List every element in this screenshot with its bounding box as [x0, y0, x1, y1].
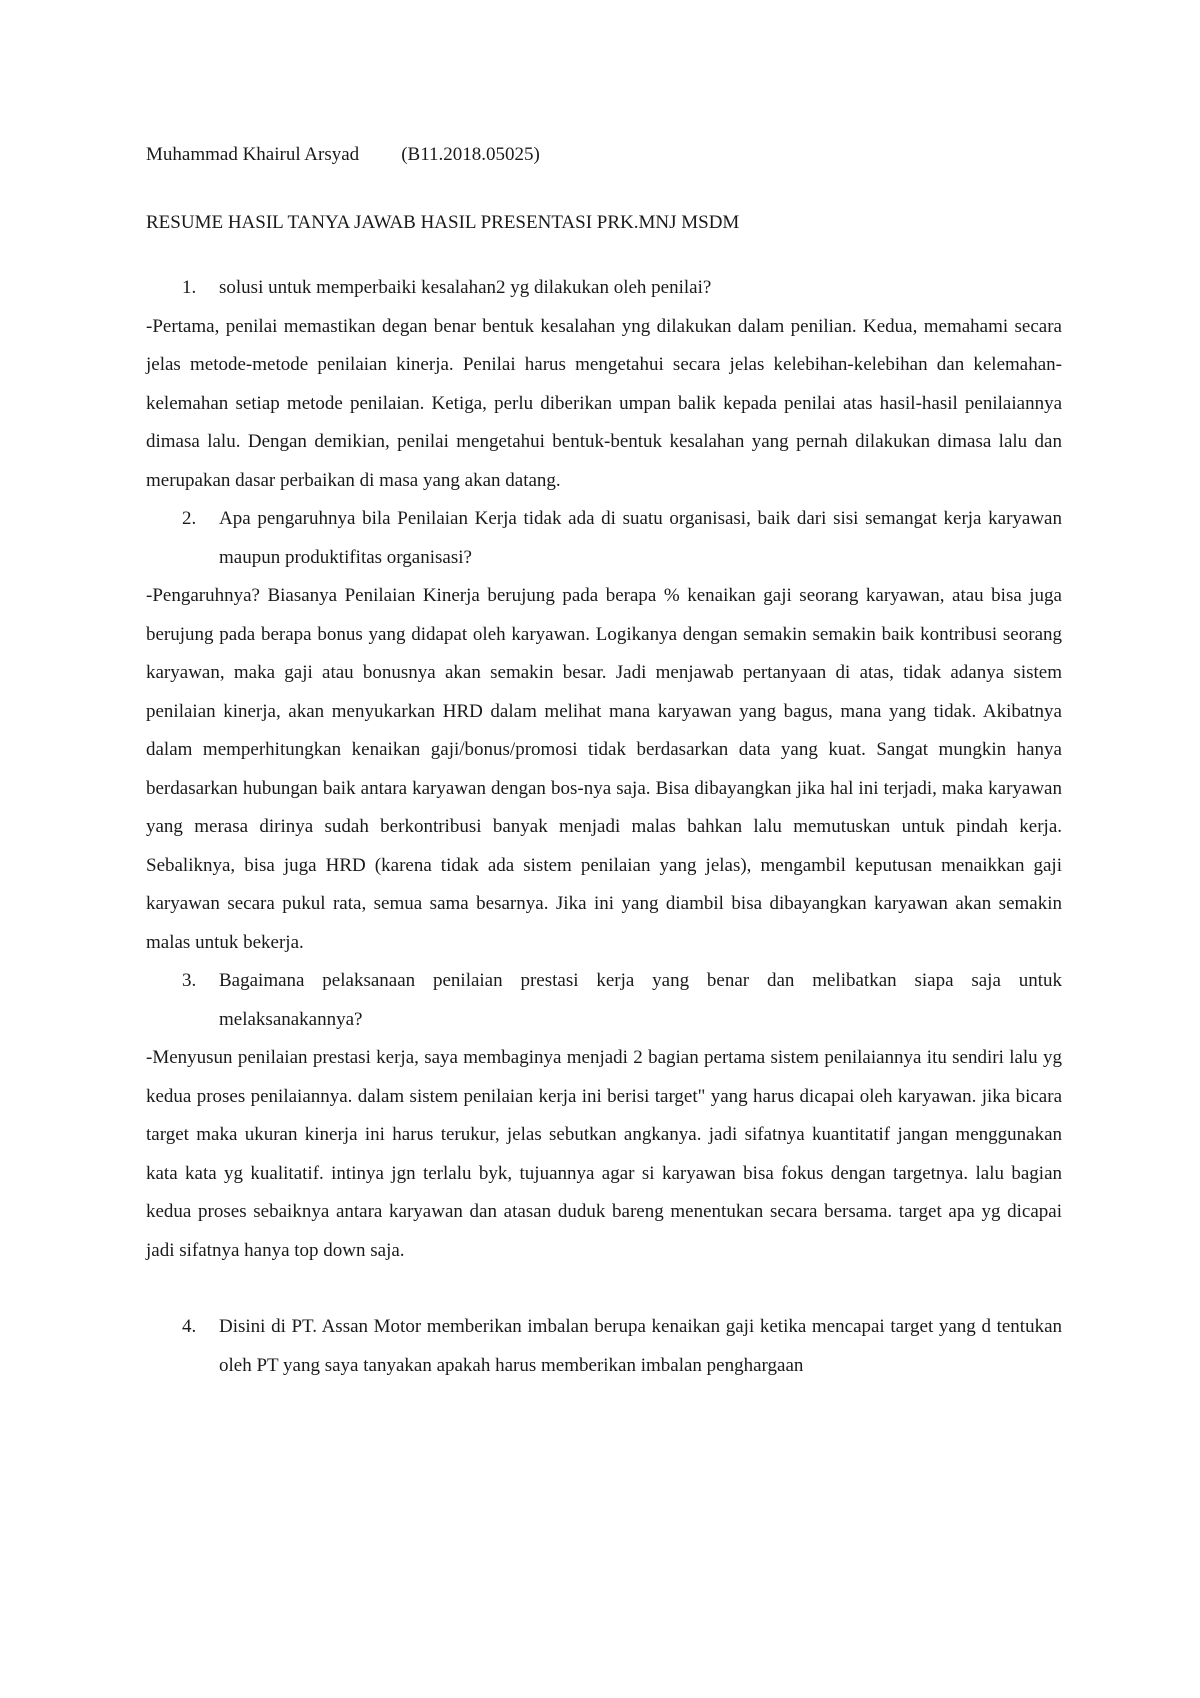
question-text: Disini di PT. Assan Motor memberikan imbalan berupa kenaikan gaji ketika mencapai target yang d tentukan oleh PT yang saya tanyakan apakah harus memberikan imbalan penghargaan [219, 1316, 1062, 1376]
question-text: Apa pengaruhnya bila Penilaian Kerja tidak ada di suatu organisasi, baik dari sisi semangat kerja karyawan maupun produktifitas organisasi? [219, 508, 1062, 568]
question-3 [146, 962, 1062, 1039]
author-line [146, 143, 1062, 167]
question-4 [146, 1308, 1062, 1385]
paragraph-spacer [146, 1270, 1062, 1308]
answer-3: -Menyusun penilaian prestasi kerja, saya membaginya menjadi 2 bagian pertama sistem penilaiannya itu sendiri lalu yg kedua proses penilaiannya. dalam sistem penilaian kerja ini berisi target" yang harus dicapai oleh karyawan. jika bicara target maka ukuran kinerja ini harus terukur, jelas sebutkan angkanya. jadi sifatnya kuantitatif jangan menggunakan kata kata yg kualitatif. intinya jgn terlalu byk, tujuannya agar si karyawan bisa fokus dengan targetnya. lalu bagian kedua proses sebaiknya antara karyawan dan atasan duduk bareng menentukan secara bersama. target apa yg dicapai jadi sifatnya hanya top down saja. [146, 1047, 1062, 1261]
question-number: 4. [182, 1316, 197, 1337]
document-title: RESUME HASIL TANYA JAWAB HASIL PRESENTASI PRK.MNJ MSDM [146, 212, 740, 233]
question-number: 3. [182, 970, 197, 991]
author-name: Muhammad Khairul Arsyad [146, 144, 360, 165]
question-text: Bagaimana pelaksanaan penilaian prestasi kerja yang benar dan melibatkan siapa saja untuk melaksanakannya? [219, 970, 1062, 1030]
student-id: (B11.2018.05025) [401, 144, 540, 165]
answer-2: -Pengaruhnya? Biasanya Penilaian Kinerja berujung pada berapa % kenaikan gaji seorang karyawan, atau bisa juga berujung pada berapa bonus yang didapat oleh karyawan. Logikanya dengan semakin semakin baik kontribusi seorang karyawan, maka gaji atau bonusnya akan semakin besar. Jadi menjawab pertanyaan di atas, tidak adanya sistem penilaian kinerja, akan menyukarkan HRD dalam melihat mana karyawan yang bagus, mana yang tidak. Akibatnya dalam memperhitungkan kenaikan gaji/bonus/promosi tidak berdasarkan data yang kuat. Sangat mungkin hanya berdasarkan hubungan baik antara karyawan dengan bos-nya saja. Bisa dibayangkan jika hal ini terjadi, maka karyawan yang merasa dirinya sudah berkontribusi banyak menjadi malas bahkan lalu memutuskan untuk pindah kerja. Sebaliknya, bisa juga HRD (karena tidak ada sistem penilaian yang jelas), mengambil keputusan menaikkan gaji karyawan secara pukul rata, semua sama besarnya. Jika ini yang diambil bisa dibayangkan karyawan akan semakin malas untuk bekerja. [146, 585, 1062, 953]
question-number: 2. [182, 508, 197, 529]
question-number: 1. [182, 277, 197, 298]
question-text: solusi untuk memperbaiki kesalahan2 yg dilakukan oleh penilai? [219, 277, 712, 298]
question-2 [146, 500, 1062, 577]
question-1 [146, 269, 1062, 308]
document-body [146, 143, 1062, 1385]
answer-1: -Pertama, penilai memastikan degan benar bentuk kesalahan yng dilakukan dalam penilian. Kedua, memahami secara jelas metode-metode penilaian kinerja. Penilai harus mengetahui secara jelas kelebihan-kelebihan dan kelemahan-kelemahan setiap metode penilaian. Ketiga, perlu diberikan umpan balik kepada penilai atas hasil-hasil penilaiannya dimasa lalu. Dengan demikian, penilai mengetahui bentuk-bentuk kesalahan yang pernah dilakukan dimasa lalu dan merupakan dasar perbaikan di masa yang akan datang. [146, 315, 1062, 491]
qa-list [146, 269, 1062, 1385]
